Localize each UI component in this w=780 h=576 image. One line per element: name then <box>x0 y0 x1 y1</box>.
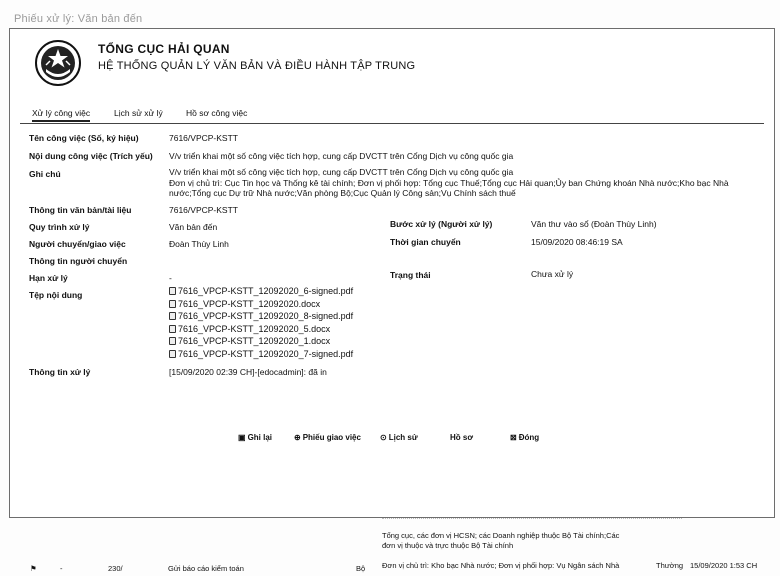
label-han-xu-ly: Hạn xử lý <box>29 273 68 283</box>
org-name: TỔNG CỤC HẢI QUAN <box>98 42 230 56</box>
file-link[interactable] <box>169 323 353 336</box>
value-thoi-gian-chuyen: 15/09/2020 08:46:19 SA <box>531 237 623 247</box>
file-link[interactable] <box>169 348 353 361</box>
history-icon: ⊙ <box>380 433 387 442</box>
file-icon <box>169 325 176 333</box>
label-trang-thai: Trạng thái <box>390 270 431 280</box>
file-icon <box>169 350 176 358</box>
value-buoc-xu-ly: Văn thư vào sổ (Đoàn Thùy Linh) <box>531 219 657 229</box>
label-buoc-xu-ly: Bước xử lý (Người xử lý) <box>390 219 493 229</box>
history-label: Lịch sử <box>388 433 418 442</box>
tab-lich-su-xu-ly[interactable]: Lịch sử xử lý <box>114 108 163 118</box>
action-bar <box>10 433 774 447</box>
file-name: 7616_VPCP-KSTT_12092020.docx <box>178 298 321 309</box>
value-trang-thai: Chưa xử lý <box>531 269 574 279</box>
file-link[interactable] <box>169 298 353 311</box>
file-name: 7616_VPCP-KSTT_12092020_7-signed.pdf <box>178 348 354 359</box>
label-thong-tin-xu-ly: Thông tin xử lý <box>29 367 91 377</box>
tab-xu-ly-cong-viec[interactable]: Xử lý công việc <box>32 108 90 122</box>
file-name: 7616_VPCP-KSTT_12092020_1.docx <box>178 336 331 346</box>
page-title: Phiếu xử lý: Văn bản đến <box>14 13 143 25</box>
close-button[interactable] <box>510 433 539 442</box>
ghi-chu-line: V/v triển khai một số công việc tích hợp, cung cấp DVCTT trên Cổng Dịch vụ công quốc gia <box>169 167 514 177</box>
row-icon[interactable]: ⚑ <box>30 564 37 573</box>
record-button[interactable] <box>450 433 473 442</box>
file-name: 7616_VPCP-KSTT_12092020_6-signed.pdf <box>178 286 354 296</box>
record-label: Hồ sơ <box>450 433 474 442</box>
tab-bar <box>20 105 764 124</box>
label-nguoi-chuyen: Người chuyển/giao việc <box>29 239 126 249</box>
row-report-link[interactable]: Gửi báo cáo kiểm toán <box>168 564 244 573</box>
file-name: 7616_VPCP-KSTT_12092020_8-signed.pdf <box>178 311 354 321</box>
close-icon: ⊠ <box>510 433 517 442</box>
value-han-xu-ly: - <box>169 273 172 283</box>
label-noi-dung: Nội dung công việc (Trích yếu) <box>29 151 153 161</box>
customs-emblem-icon <box>34 39 82 87</box>
file-list <box>169 285 353 360</box>
row-datetime: 15/09/2020 1:53 CH <box>690 561 758 570</box>
label-thong-tin-nguoi-chuyen: Thông tin người chuyển <box>29 256 128 266</box>
tab-ho-so-cong-viec[interactable]: Hồ sơ công việc <box>186 108 248 118</box>
row-bo: Bộ <box>356 564 366 573</box>
ghi-chu-line: Đơn vị chủ trì: Cục Tin học và Thống kê tài chính; Đơn vị phối hợp: Tổng cục Thuế;Tổng cục Hải quan;Ủy ban Chứng khoán Nhà nước;Kho bạc Nhà <box>169 177 729 188</box>
work-slip-label: Phiếu giao việc <box>302 433 361 442</box>
row-number: 230/ <box>108 564 123 573</box>
row-dash: - <box>60 564 63 573</box>
value-quy-trinh: Văn bản đến <box>169 222 218 232</box>
save-icon: ▣ <box>238 433 246 442</box>
system-name: HỆ THỐNG QUẢN LÝ VĂN BẢN VÀ ĐIỀU HÀNH TẬP TRUNG <box>98 60 416 72</box>
label-ten-cong-viec: Tên công việc (Số, ký hiệu) <box>29 133 139 143</box>
label-thong-tin-van-ban: Thông tin văn bản/tài liệu <box>29 205 132 215</box>
save-label: Ghi lại <box>247 433 273 442</box>
history-button[interactable] <box>380 433 418 442</box>
file-icon <box>169 287 176 295</box>
file-link[interactable] <box>169 335 353 348</box>
work-slip-panel <box>9 28 775 518</box>
work-slip-button[interactable] <box>294 433 361 442</box>
file-icon <box>169 300 176 308</box>
plus-circle-icon: ⊕ <box>294 433 301 442</box>
value-ten-cong-viec: 7616/VPCP-KSTT <box>169 133 238 143</box>
row-unit-line: Đơn vị chủ trì: Kho bạc Nhà nước; Đơn vị phối hợp: Vụ Ngân sách Nhà <box>382 561 620 570</box>
file-icon <box>169 312 176 320</box>
value-nguoi-chuyen: Đoàn Thùy Linh <box>169 239 229 249</box>
value-thong-tin-xu-ly: [15/09/2020 02:39 CH]-[edocadmin]: đã in <box>169 367 327 377</box>
file-name: 7616_VPCP-KSTT_12092020_5.docx <box>178 323 331 334</box>
file-link[interactable] <box>169 285 353 298</box>
file-icon <box>169 337 176 345</box>
faint-text-line <box>382 518 682 524</box>
label-quy-trinh: Quy trình xử lý <box>29 222 90 232</box>
label-tep-noi-dung: Tệp nội dung <box>29 290 83 300</box>
value-thong-tin-van-ban[interactable]: 7616/VPCP-KSTT <box>169 205 238 215</box>
close-label: Đóng <box>518 433 540 442</box>
ghi-chu-line: nước;Tổng cục Dự trữ Nhà nước;Văn phòng Bộ;Cục Quản lý Công sản;Vụ Chính sách thuế <box>169 188 516 198</box>
label-thoi-gian-chuyen: Thời gian chuyển <box>390 237 461 247</box>
label-ghi-chu: Ghi chú <box>29 169 61 179</box>
file-link[interactable] <box>169 310 353 323</box>
bottom-unit-list-line: Tổng cục, các đơn vị HCSN; các Doanh nghiệp thuộc Bộ Tài chính;Các <box>382 531 620 540</box>
value-ghi-chu <box>169 167 729 199</box>
row-priority: Thường <box>656 561 684 570</box>
value-noi-dung: V/v triển khai một số công việc tích hợp, cung cấp DVCTT trên Cổng Dịch vụ công quốc gia <box>169 151 514 161</box>
bottom-unit-list-line: đơn vị thuộc và trực thuộc Bộ Tài chính <box>382 541 514 550</box>
save-button[interactable] <box>238 433 272 442</box>
